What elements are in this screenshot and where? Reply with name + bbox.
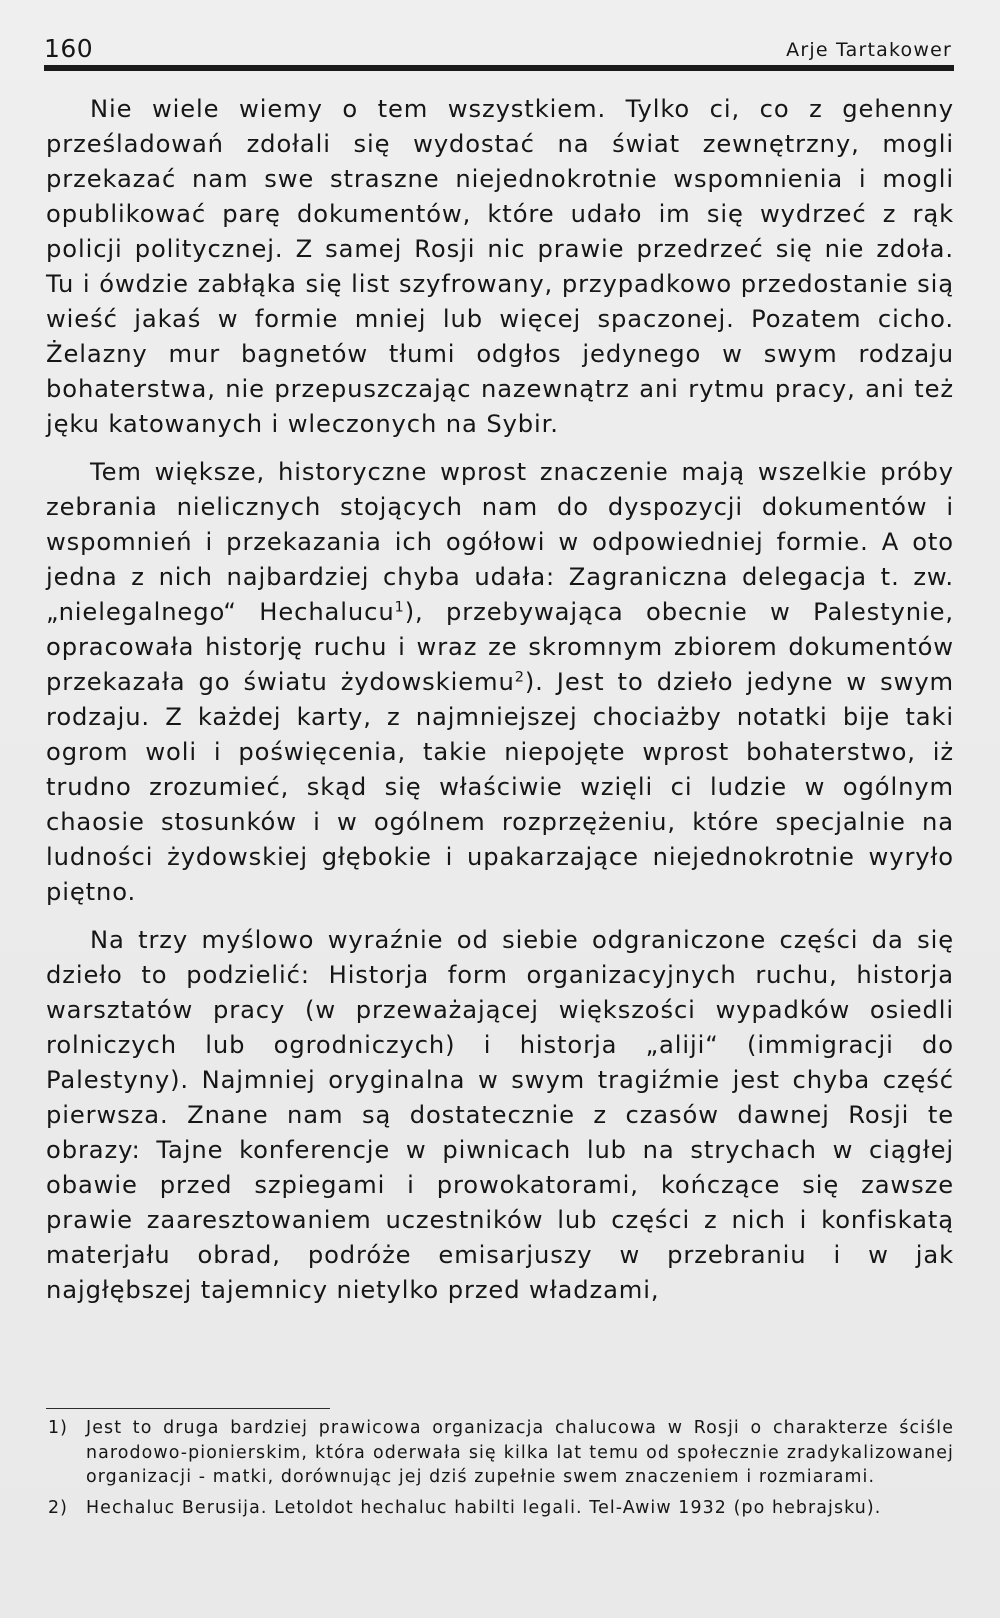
footnote-mark: 1) — [48, 1418, 69, 1438]
paragraph-text: Tem większe, historyczne wprost znaczenie mają wszelkie próby zebrania nielicznych stojących nam do dyspozycji dokumentów i wspomnień i przekazania ich ogółowi w odpowiedniej formie. A oto jedna z nich najbardziej chyba udała: Zagraniczna delegacja t. zw. „nielegalnego“ Hechalucu — [46, 458, 954, 626]
running-head: Arje Tartakower — [786, 39, 952, 61]
header-rule — [44, 65, 954, 71]
paragraph — [46, 92, 954, 442]
footnote-text: Jest to druga bardziej prawicowa organizacja chalucowa w Rosji o charakterze ściśle narodowo-pionierskim, która oderwała się kilka lat temu od społecznie zradykalizowanej organizacji - matki, dorównując jej dziś zupełnie swem znaczeniem i rozmiarami. — [86, 1418, 954, 1487]
paragraph-text: Na trzy myślowo wyraźnie od siebie odgraniczone części da się dzieło to podzielić: Historja form organizacyjnych ruchu, historja warsztatów pracy (w przeważającej większości wypadków osiedli rolniczych lub ogrodniczych) i historja „aliji“ (immigracji do Palestyny). Najmniej oryginalna w swym tragiźmie jest chyba część pierwsza. Znane nam są dostatecznie z czasów dawnej Rosji te obrazy: Tajne konferencje w piwnicach lub na strychach w ciągłej obawie przed szpiegami i prowokatorami, kończące się zawsze prawie zaaresztowaniem uczestników lub części z nich i konfiskatą materjału obrad, podróże emisarjuszy w przebraniu i w jak najgłębszej tajemnicy nietylko przed władzami, — [46, 926, 954, 1304]
footnote — [46, 1416, 954, 1490]
main-text — [46, 92, 954, 1321]
paragraph — [46, 455, 954, 910]
footnote-text: Hechaluc Berusija. Letoldot hechaluc habilti legali. Tel-Awiw 1932 (po hebrajsku). — [86, 1497, 882, 1518]
footnote-rule — [46, 1408, 330, 1409]
paragraph-text: ). Jest to dzieło jedyne w swym rodzaju. Z każdej karty, z najmniejszej chociażby notatki bije taki ogrom woli i poświęcenia, takie niepojęte wprost bohaterstwo, iż trudno zrozumieć, skąd się właściwie wzięli ci ludzie w ogólnym chaosie stosunków i w ogólnem rozprzężeniu, które specjalnie na ludności żydowskiej głębokie i upakarzające niejednokrotnie wyryło piętno. — [46, 668, 954, 906]
footnote — [46, 1496, 954, 1521]
footnote-ref[interactable]: 1 — [394, 599, 405, 616]
footnotes — [46, 1416, 954, 1526]
footnote-ref[interactable]: 2 — [514, 669, 525, 686]
page-header — [44, 34, 954, 66]
paragraph — [46, 923, 954, 1308]
footnote-mark: 2) — [48, 1497, 69, 1518]
paragraph-text: Nie wiele wiemy o tem wszystkiem. Tylko ci, co z gehenny prześladowań zdołali się wydostać na świat zewnętrzny, mogli przekazać nam swe straszne niejednokrotnie wspomnienia i mogli opublikować parę dokumentów, które udało im się wydrzeć z rąk policji politycznej. Z samej Rosji nic prawie przedrzeć się nie zdoła. Tu i ówdzie zabłąka się list szyfrowany, przypadkowo przedostanie sią wieść jakaś w formie mniej lub więcej spaczonej. Pozatem cicho. Żelazny mur bagnetów tłumi odgłos jedynego w swym rodzaju bohaterstwa, nie przepuszczając nazewnątrz ani rytmu pracy, ani też jęku katowanych i wleczonych na Sybir. — [46, 95, 954, 438]
page-number: 160 — [44, 34, 94, 63]
paragraph-text: ), przebywająca obecnie w Palestynie, opracowała historję ruchu i wraz ze skromnym zbiorem dokumentów przekazała go światu żydowskiemu — [46, 598, 954, 696]
